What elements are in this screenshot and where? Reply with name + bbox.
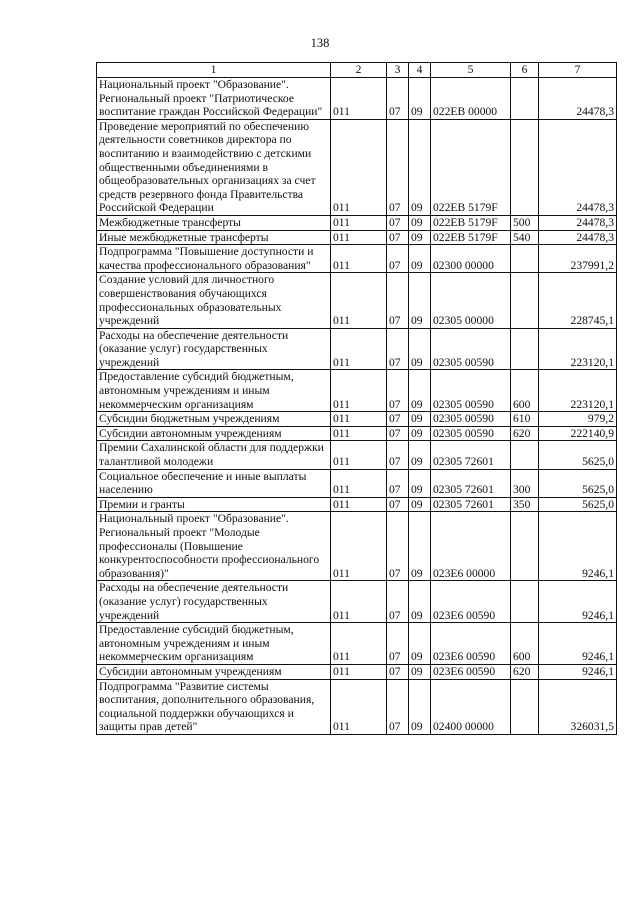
expense-type	[511, 512, 539, 581]
target-article: 023E6 00590	[431, 664, 511, 679]
target-article: 023E6 00590	[431, 581, 511, 623]
amount: 9246,1	[539, 581, 617, 623]
expense-type: 620	[511, 664, 539, 679]
target-article: 023E6 00000	[431, 512, 511, 581]
section-code: 07	[387, 581, 409, 623]
admin-code: 011	[331, 370, 387, 412]
target-article: 02305 00590	[431, 426, 511, 441]
admin-code: 011	[331, 426, 387, 441]
header-row	[97, 63, 617, 78]
table-row	[97, 78, 617, 120]
admin-code: 011	[331, 512, 387, 581]
target-article: 022EВ 5179F	[431, 215, 511, 230]
target-article: 023E6 00590	[431, 623, 511, 665]
header-col-3: 3	[387, 63, 409, 78]
item-name: Межбюджетные трансферты	[97, 215, 331, 230]
amount: 24478,3	[539, 215, 617, 230]
section-code: 07	[387, 412, 409, 427]
target-article: 02400 00000	[431, 679, 511, 734]
section-code: 07	[387, 245, 409, 273]
amount: 228745,1	[539, 273, 617, 328]
table-row	[97, 469, 617, 497]
expense-type	[511, 679, 539, 734]
section-code: 07	[387, 328, 409, 370]
section-code: 07	[387, 512, 409, 581]
subsection-code: 09	[409, 512, 431, 581]
header-col-4: 4	[409, 63, 431, 78]
table-row	[97, 497, 617, 512]
subsection-code: 09	[409, 679, 431, 734]
subsection-code: 09	[409, 78, 431, 120]
amount: 326031,5	[539, 679, 617, 734]
amount: 9246,1	[539, 664, 617, 679]
subsection-code: 09	[409, 664, 431, 679]
table-row	[97, 328, 617, 370]
page-number: 138	[310, 36, 330, 50]
expense-type	[511, 328, 539, 370]
target-article: 02305 00590	[431, 412, 511, 427]
section-code: 07	[387, 679, 409, 734]
target-article: 022EВ 5179F	[431, 119, 511, 215]
table-row	[97, 441, 617, 469]
table-row	[97, 370, 617, 412]
item-name: Национальный проект "Образование". Региональный проект "Патриотическое воспитание граждан Российской Федерации"	[97, 78, 331, 120]
table-row	[97, 412, 617, 427]
amount: 222140,9	[539, 426, 617, 441]
admin-code: 011	[331, 441, 387, 469]
subsection-code: 09	[409, 215, 431, 230]
amount: 223120,1	[539, 328, 617, 370]
section-code: 07	[387, 78, 409, 120]
table-row	[97, 245, 617, 273]
expense-type	[511, 245, 539, 273]
amount: 9246,1	[539, 512, 617, 581]
item-name: Национальный проект "Образование". Региональный проект "Молодые профессионалы (Повышение конкурентоспособности профессионального образования)"	[97, 512, 331, 581]
item-name: Премии Сахалинской области для поддержки талантливой молодежи	[97, 441, 331, 469]
expense-type: 610	[511, 412, 539, 427]
target-article: 02305 00590	[431, 370, 511, 412]
amount: 24478,3	[539, 119, 617, 215]
header-col-2: 2	[331, 63, 387, 78]
table-row	[97, 215, 617, 230]
item-name: Подпрограмма "Развитие системы воспитания, дополнительного образования, социальной поддержки обучающихся и защиты прав детей"	[97, 679, 331, 734]
item-name: Премии и гранты	[97, 497, 331, 512]
expense-type: 600	[511, 623, 539, 665]
expense-type	[511, 581, 539, 623]
item-name: Иные межбюджетные трансферты	[97, 230, 331, 245]
target-article: 02305 00590	[431, 328, 511, 370]
amount: 9246,1	[539, 623, 617, 665]
header-col-7: 7	[539, 63, 617, 78]
target-article: 022EВ 5179F	[431, 230, 511, 245]
expense-type: 620	[511, 426, 539, 441]
admin-code: 011	[331, 679, 387, 734]
admin-code: 011	[331, 664, 387, 679]
subsection-code: 09	[409, 426, 431, 441]
expense-type	[511, 78, 539, 120]
subsection-code: 09	[409, 412, 431, 427]
table-row	[97, 664, 617, 679]
section-code: 07	[387, 215, 409, 230]
amount: 24478,3	[539, 78, 617, 120]
expense-type: 500	[511, 215, 539, 230]
header-col-6: 6	[511, 63, 539, 78]
amount: 223120,1	[539, 370, 617, 412]
subsection-code: 09	[409, 273, 431, 328]
amount: 5625,0	[539, 469, 617, 497]
admin-code: 011	[331, 78, 387, 120]
target-article: 02300 00000	[431, 245, 511, 273]
section-code: 07	[387, 426, 409, 441]
section-code: 07	[387, 497, 409, 512]
section-code: 07	[387, 230, 409, 245]
table-row	[97, 623, 617, 665]
item-name: Социальное обеспечение и иные выплаты населению	[97, 469, 331, 497]
expense-type: 350	[511, 497, 539, 512]
section-code: 07	[387, 664, 409, 679]
subsection-code: 09	[409, 245, 431, 273]
item-name: Создание условий для личностного совершенствования обучающихся профессиональных образовательных учреждений	[97, 273, 331, 328]
target-article: 02305 72601	[431, 469, 511, 497]
table-row	[97, 426, 617, 441]
subsection-code: 09	[409, 230, 431, 245]
admin-code: 011	[331, 412, 387, 427]
table-row	[97, 273, 617, 328]
budget-table	[96, 62, 617, 735]
expense-type: 540	[511, 230, 539, 245]
item-name: Субсидии бюджетным учреждениям	[97, 412, 331, 427]
target-article: 02305 00000	[431, 273, 511, 328]
amount: 24478,3	[539, 230, 617, 245]
item-name: Расходы на обеспечение деятельности (оказание услуг) государственных учреждений	[97, 328, 331, 370]
table-row	[97, 512, 617, 581]
expense-type	[511, 441, 539, 469]
admin-code: 011	[331, 245, 387, 273]
item-name: Проведение мероприятий по обеспечению деятельности советников директора по воспитанию и взаимодействию с детскими общественными объединениями в общеобразовательных организациях за счет средств резервного фонда Правительства Российской Федерации	[97, 119, 331, 215]
section-code: 07	[387, 370, 409, 412]
header-col-1: 1	[97, 63, 331, 78]
item-name: Предоставление субсидий бюджетным, автономным учреждениям и иным некоммерческим организациям	[97, 370, 331, 412]
admin-code: 011	[331, 469, 387, 497]
admin-code: 011	[331, 497, 387, 512]
subsection-code: 09	[409, 370, 431, 412]
item-name: Предоставление субсидий бюджетным, автономным учреждениям и иным некоммерческим организациям	[97, 623, 331, 665]
section-code: 07	[387, 623, 409, 665]
admin-code: 011	[331, 273, 387, 328]
subsection-code: 09	[409, 469, 431, 497]
section-code: 07	[387, 119, 409, 215]
amount: 979,2	[539, 412, 617, 427]
expense-type: 600	[511, 370, 539, 412]
amount: 237991,2	[539, 245, 617, 273]
section-code: 07	[387, 273, 409, 328]
target-article: 022EВ 00000	[431, 78, 511, 120]
item-name: Расходы на обеспечение деятельности (оказание услуг) государственных учреждений	[97, 581, 331, 623]
admin-code: 011	[331, 328, 387, 370]
table-row	[97, 230, 617, 245]
subsection-code: 09	[409, 581, 431, 623]
item-name: Подпрограмма "Повышение доступности и качества профессионального образования"	[97, 245, 331, 273]
admin-code: 011	[331, 230, 387, 245]
target-article: 02305 72601	[431, 497, 511, 512]
subsection-code: 09	[409, 328, 431, 370]
header-col-5: 5	[431, 63, 511, 78]
target-article: 02305 72601	[431, 441, 511, 469]
section-code: 07	[387, 441, 409, 469]
section-code: 07	[387, 469, 409, 497]
subsection-code: 09	[409, 119, 431, 215]
expense-type	[511, 273, 539, 328]
admin-code: 011	[331, 215, 387, 230]
subsection-code: 09	[409, 623, 431, 665]
table-row	[97, 119, 617, 215]
expense-type: 300	[511, 469, 539, 497]
expense-type	[511, 119, 539, 215]
admin-code: 011	[331, 623, 387, 665]
subsection-code: 09	[409, 497, 431, 512]
admin-code: 011	[331, 581, 387, 623]
amount: 5625,0	[539, 441, 617, 469]
admin-code: 011	[331, 119, 387, 215]
table-row	[97, 679, 617, 734]
item-name: Субсидии автономным учреждениям	[97, 664, 331, 679]
table-body	[97, 78, 617, 735]
subsection-code: 09	[409, 441, 431, 469]
table-row	[97, 581, 617, 623]
item-name: Субсидии автономным учреждениям	[97, 426, 331, 441]
amount: 5625,0	[539, 497, 617, 512]
